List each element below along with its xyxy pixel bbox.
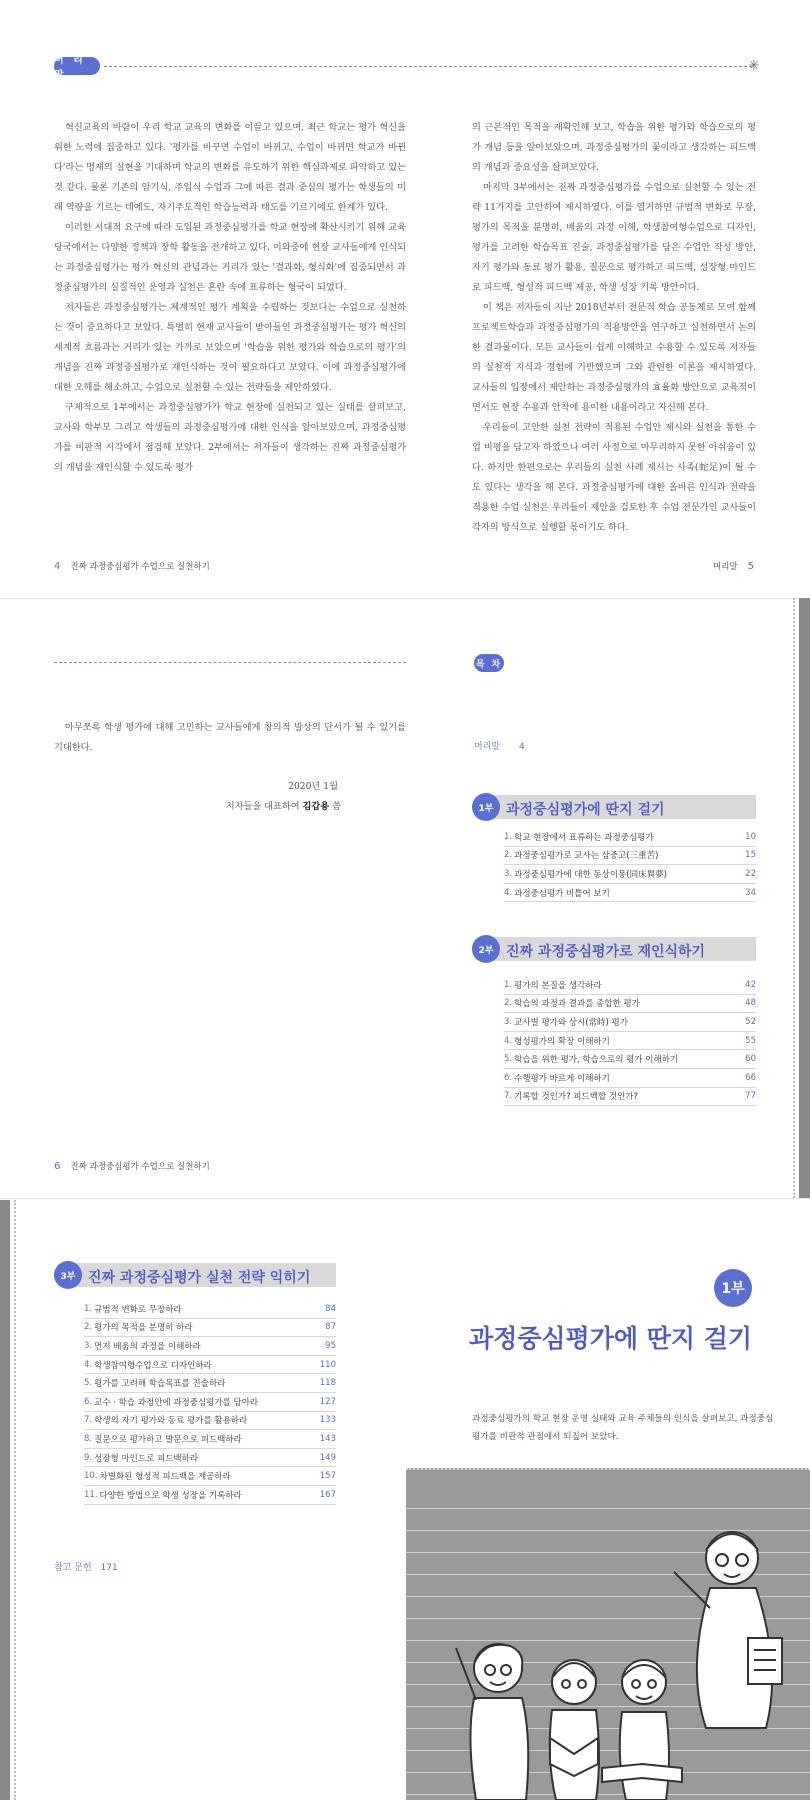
sparkle-icon: ✳ <box>748 58 760 74</box>
toc-item[interactable]: 7. 학생의 자기 평가와 동료 평가를 활용하라 133 <box>84 1412 336 1431</box>
toc-item[interactable]: 1. 평가의 본질을 생각하라 42 <box>504 976 756 995</box>
part1-opener-description: 과정중심평가의 학교 현장 운영 실태와 교육 주체들의 인식을 살펴보고, 과정중심 평가를 비판적 관점에서 되짚어 보았다. <box>472 1414 774 1442</box>
part3-toc-list <box>84 1300 336 1505</box>
preface-paragraph: 저자들은 과정중심평가는 체계적인 평가 계획을 수립하는 것보다는 수업으로 실천하는 것이 중요하다고 보았다. 특별히 현재 교사들이 받아들인 과정중심평가는 평가 혁신의 세계적 흐름과는 거리가 있는 가까로 보았으며 '학습을 위한 평가와 학습으로의 평가'의 개념을 진짜 과정중심평가로 재인식하는 것이 필요하다고 보았다. 이에 과정중심평가에 대한 오해를 해소하고, 수업으로 실천할 수 있는 전략들을 제안하였다. <box>54 302 406 393</box>
preface-right-column <box>472 118 756 538</box>
toc-item[interactable]: 11. 다양한 방법으로 학생 성장을 기록하라 167 <box>84 1486 336 1505</box>
preface-date: 2020년 1월 <box>288 781 338 792</box>
preface-paragraph: 이러한 시대적 요구에 따라 도입된 과정중심평가를 학교 현장에 확산시키기 위해 교육 당국에서는 다양한 정책과 장학 활동을 전개하고 있다. 이와중에 현장 교사들에게 인식되는 과정중심평가는 평가 혁신의 관념과는 거리가 있는 '결과화, 형식화'에 집중되면서 과정중심평가의 실질적인 운영과 실천은 혼란 속에 표류하는 형국이 되었다. <box>54 222 406 293</box>
toc-item[interactable]: 1. 학교 현장에서 표류하는 과정중심평가 10 <box>504 828 756 847</box>
toc-item[interactable]: 10. 차별화된 형성적 피드백을 제공하라 157 <box>84 1467 336 1486</box>
part1-badge: 1부 <box>472 793 500 821</box>
right-edge-stripe <box>799 598 810 1198</box>
signature-name: 김갑용 <box>302 801 330 812</box>
preface-paragraph: 혁신교육의 바람이 우리 학교 교육의 변화를 이끌고 있으며, 최근 학교는 평가 혁신을 위한 노력에 집중하고 있다. '평가를 바꾸면 수업이 바뀌고, 수업이 바뀌면 학교가 바뀐다'라는 명제의 실현을 기대하며 학교의 변화를 유도하기 위한 핵심과제로 파악하고 있는 것 같다. 물론 기존의 암기식, 주입식 수업과 그에 따른 결과 중심의 평가는 학생들의 미래 역량을 기르는 데에도, 자기주도적인 학습능력과 태도를 기르기에도 한계가 있다. <box>54 122 406 213</box>
toc-preface-entry[interactable] <box>474 739 525 752</box>
preface-closing <box>54 718 406 758</box>
spread-separator <box>0 1198 810 1199</box>
toc-item[interactable]: 1. 규범적 변화로 무장하라 84 <box>84 1300 336 1319</box>
spread-separator <box>0 598 810 599</box>
toc-item[interactable]: 9. 성장형 마인드로 피드백하라 149 <box>84 1449 336 1468</box>
part1-opener-title: 과정중심평가에 딴지 걸기 <box>468 1324 752 1353</box>
page-number: 5 <box>747 561 754 572</box>
toc-item[interactable]: 6. 교수 · 학습 과정안에 과정중심평가를 담아라 127 <box>84 1393 336 1412</box>
references-label: 참고 문헌 <box>54 1563 92 1573</box>
part3-badge: 3부 <box>54 1261 82 1289</box>
toc-item[interactable]: 2. 학습의 과정과 결과를 종합한 평가 48 <box>504 995 756 1014</box>
toc-references-entry[interactable] <box>54 1560 118 1573</box>
preface-left-column <box>54 118 406 478</box>
page6-dashed-divider <box>54 662 406 663</box>
left-edge-dots <box>14 1200 16 1800</box>
toc-item[interactable]: 7. 기록할 것인가? 피드백할 것인가? 77 <box>504 1088 756 1107</box>
part1-opener-badge: 1부 <box>714 1269 752 1307</box>
preface-paragraph: 구체적으로 1부에서는 과정중심평가가 학교 현장에 실천되고 있는 실태를 살펴보고, 교사와 학부모 그리고 학생들의 과정중심평가에 대한 인식을 알아보았으며, 과정중심평가를 비판적 시각에서 점검해 보았다. 2부에서는 저자들이 생각하는 진짜 과정중심평가의 개념을 재인식할 수 있도록 평가 <box>54 402 406 473</box>
teacher-and-students-illustration <box>406 1468 810 1800</box>
toc-item[interactable]: 3. 교사별 평가와 상시(常時) 평가 52 <box>504 1013 756 1032</box>
section-footer: 머리말 <box>712 562 738 572</box>
toc-item[interactable]: 8. 질문으로 평가하고 발문으로 피드백하라 143 <box>84 1430 336 1449</box>
teacher-figure <box>674 1532 782 1728</box>
preface-paragraph: 이 책은 저자들이 지난 2018년부터 전문적 학습 공동체로 모여 함께 프로젝트학습과 과정중심평가의 적용방안을 연구하고 실천하면서 논의한 결과물이다. 모든 교사들이 쉽게 이해하고 수용할 수 있도록 저자들의 실천적 지식과 경험에 기반했으며 그와 관련한 이론을 제시하였다. 교사들의 입장에서 제안하는 과정중심평가의 효율화 방안으로 교육적이면서도 현장 수용과 안착에 용이한 내용이라고 자신해 본다. <box>472 302 756 413</box>
preface-signature <box>226 798 341 812</box>
student-figure <box>602 1660 682 1800</box>
toc-preface-label: 머리말 <box>474 742 501 752</box>
references-page: 171 <box>100 1563 118 1573</box>
part2-title[interactable]: 진짜 과정중심평가로 재인식하기 <box>506 944 706 960</box>
page-number: 4 <box>54 561 61 572</box>
signature-prefix: 저자들을 대표하여 <box>225 801 300 812</box>
toc-badge: 목 차 <box>474 654 504 672</box>
part1-title[interactable]: 과정중심평가에 딴지 걸기 <box>506 802 665 818</box>
left-edge-stripe <box>0 1200 10 1800</box>
preface-paragraph: 마지막 3부에서는 진짜 과정중심평가를 수업으로 실천할 수 있는 전략 11가지를 고안하여 제시하였다. 이를 열거하면 규범적 변화로 무장, 평가의 목적을 분명히, 배움의 과정 이해, 학생참여형수업으로 디자인, 평가를 고려한 학습목표 진술, 과정중심평가를 담은 수업안 작성 방안, 자기 평가와 동료 평가 활용, 질문으로 평가하고 피드백, 성장형 마인드로 피드백, 형성적 피드백 제공, 학생 성장 기록 방안이다. <box>472 182 756 293</box>
toc-item[interactable]: 2. 과정중심평가로 교사는 삼중고(三重苦) 15 <box>504 847 756 866</box>
preface-paragraph: 우리들이 고안한 실천 전략이 적용된 수업안 제시와 실천을 통한 수업 비평을 담고자 하였으나 여러 사정으로 마무리하지 못한 아쉬움이 있다. 하지만 한편으로는 우리들의 실천 사례 제시는 사족(蛇足)이 될 수도 있다는 생각을 해 본다. 과정중심평가에 대한 올바른 인식과 전략을 적용한 수업 실천은 우리들이 제안을 검토한 후 수업 전문가인 교사들이 각자의 방식으로 실행할 몫이기도 하다. <box>472 422 756 533</box>
toc-item[interactable]: 4. 형성평가의 확장 이해하기 55 <box>504 1032 756 1051</box>
toc-item[interactable]: 3. 과정중심평가에 대한 동상이몽(同床異夢) 22 <box>504 865 756 884</box>
student-figure <box>456 1644 528 1800</box>
toc-item[interactable]: 4. 학생참여형수업으로 디자인하라 110 <box>84 1356 336 1375</box>
right-edge-dots <box>793 598 795 1198</box>
student-figure <box>550 1660 599 1800</box>
toc-item[interactable]: 3. 먼저 배움의 과정을 이해하라 95 <box>84 1337 336 1356</box>
part2-badge: 2부 <box>472 935 500 963</box>
part2-toc-list <box>504 976 756 1106</box>
book-title-footer: 진짜 과정중심평가 수업으로 실천하기 <box>70 1162 210 1172</box>
illustration-area <box>406 1468 810 1800</box>
top-dashed-divider <box>104 66 752 67</box>
page-number: 6 <box>54 1161 61 1172</box>
preface-badge: 머 리 말 <box>54 57 100 75</box>
closing-paragraph: 아무쪼록 학생 평가에 대해 고민하는 교사들에게 창의적 발상의 단서가 될 수 있기를 기대한다. <box>54 722 406 753</box>
toc-preface-page: 4 <box>518 742 525 752</box>
page-footer-4 <box>54 560 210 572</box>
preface-paragraph: 의 근본적인 목적을 재확인해 보고, 학습을 위한 평가와 학습으로의 평가 개념 등을 알아보았으며, 과정중심평가의 꽃이라고 생각하는 피드백의 개념과 중요성을 살펴보았다. <box>472 122 756 173</box>
page-footer-5 <box>713 560 754 572</box>
toc-item[interactable]: 6. 수행평가 바르게 이해하기 66 <box>504 1069 756 1088</box>
book-title-footer: 진짜 과정중심평가 수업으로 실천하기 <box>70 562 210 572</box>
part1-toc-list <box>504 828 756 902</box>
part3-title[interactable]: 진짜 과정중심평가 실천 전략 익히기 <box>88 1270 311 1286</box>
toc-item[interactable]: 5. 학습을 위한 평가, 학습으로의 평가 이해하기 60 <box>504 1050 756 1069</box>
page-footer-6 <box>54 1160 210 1172</box>
toc-item[interactable]: 4. 과정중심평가 비틀어 보기 34 <box>504 884 756 903</box>
signature-suffix: 씀 <box>332 801 341 812</box>
toc-item[interactable]: 5. 평가를 고려해 학습목표를 진술하라 118 <box>84 1374 336 1393</box>
toc-item[interactable]: 2. 평가의 목적을 분명히 하라 87 <box>84 1319 336 1338</box>
